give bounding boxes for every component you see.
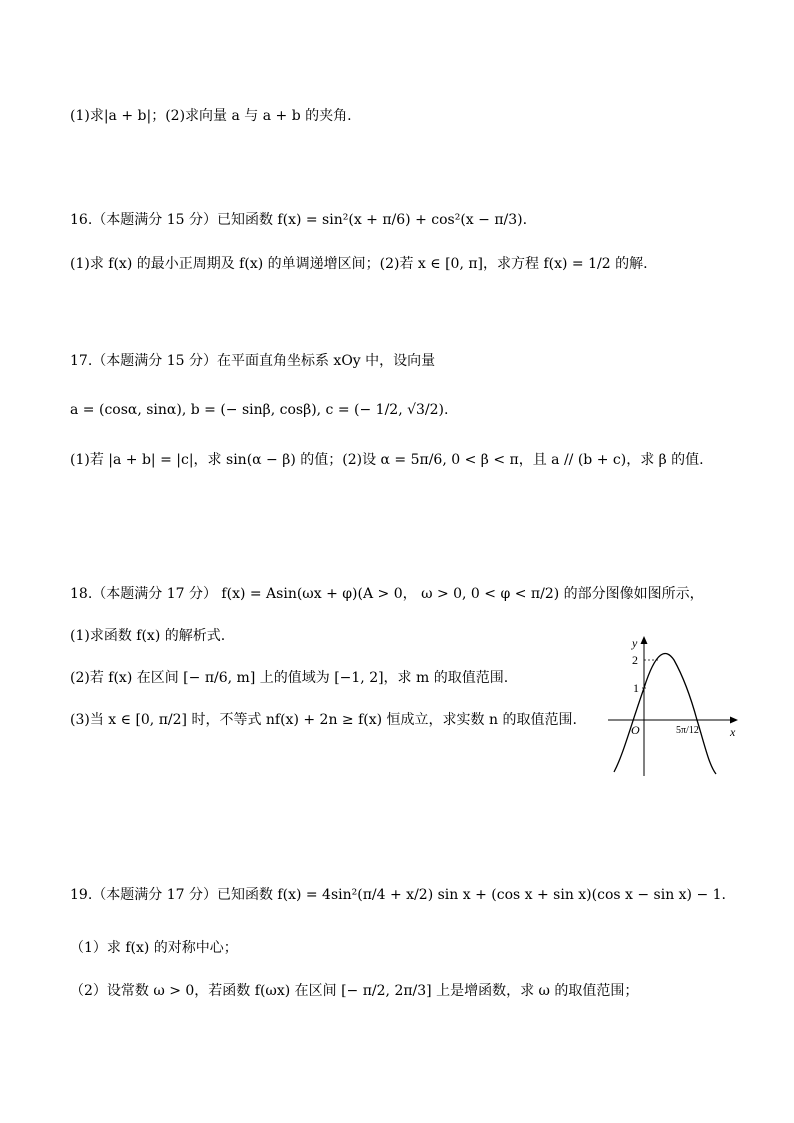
q15-parts: (1)求|a + b|；(2)求向量 a 与 a + b 的夹角. [70, 108, 352, 124]
q18-header: 18.（本题满分 17 分） f(x) = Asin(ωx + φ)(A > 0， ω > 0, 0 < φ < π/2) 的部分图像如图所示， [70, 586, 704, 602]
tick-label-1: 1 [633, 681, 639, 695]
origin-label: O [631, 723, 640, 737]
sine-curve [614, 653, 716, 774]
q16-parts: (1)求 f(x) 的最小正周期及 f(x) 的单调递增区间；(2)若 x ∈ [0, π]，求方程 f(x) = 1/2 的解. [70, 256, 648, 272]
q16-header: 16.（本题满分 15 分）已知函数 f(x) = sin²(x + π/6) + cos²(x − π/3). [70, 212, 528, 228]
q19-header: 19.（本题满分 17 分）已知函数 f(x) = 4sin²(π/4 + x/2) sin x + (cos x + sin x)(cos x − sin x) − 1. [70, 887, 727, 903]
q19-part1: （1）求 f(x) 的对称中心； [70, 940, 238, 956]
q17-parts: (1)若 |a + b| = |c|，求 sin(α − β) 的值；(2)设 α = 5π/6, 0 < β < π，且 a // (b + c)，求 β 的值. [70, 452, 704, 468]
q18-part3: (3)当 x ∈ [0, π/2] 时，不等式 nf(x) + 2n ≥ f(x) 恒成立，求实数 n 的取值范围. [70, 712, 577, 728]
x-axis-arrow [730, 717, 738, 724]
y-axis-arrow [641, 636, 648, 644]
q17-header: 17.（本题满分 15 分）在平面直角坐标系 xOy 中，设向量 [70, 353, 436, 369]
q19-part2: （2）设常数 ω > 0，若函数 f(ωx) 在区间 [− π/2, 2π/3] 上是增函数，求 ω 的取值范围； [70, 983, 639, 999]
y-axis-label: y [632, 636, 638, 650]
tick-label-x: 5π/12 [676, 725, 699, 736]
q18-part2: (2)若 f(x) 在区间 [− π/6, m] 上的值域为 [−1, 2]，求 m 的取值范围. [70, 670, 509, 686]
q17-vectors: a = (cosα, sinα), b = (− sinβ, cosβ), c = (− 1/2, √3/2). [70, 402, 449, 418]
q18-part1: (1)求函数 f(x) 的解析式. [70, 628, 226, 644]
tick-label-2: 2 [632, 653, 638, 667]
x-axis-label: x [730, 725, 736, 739]
q18-sine-graph [606, 630, 742, 780]
